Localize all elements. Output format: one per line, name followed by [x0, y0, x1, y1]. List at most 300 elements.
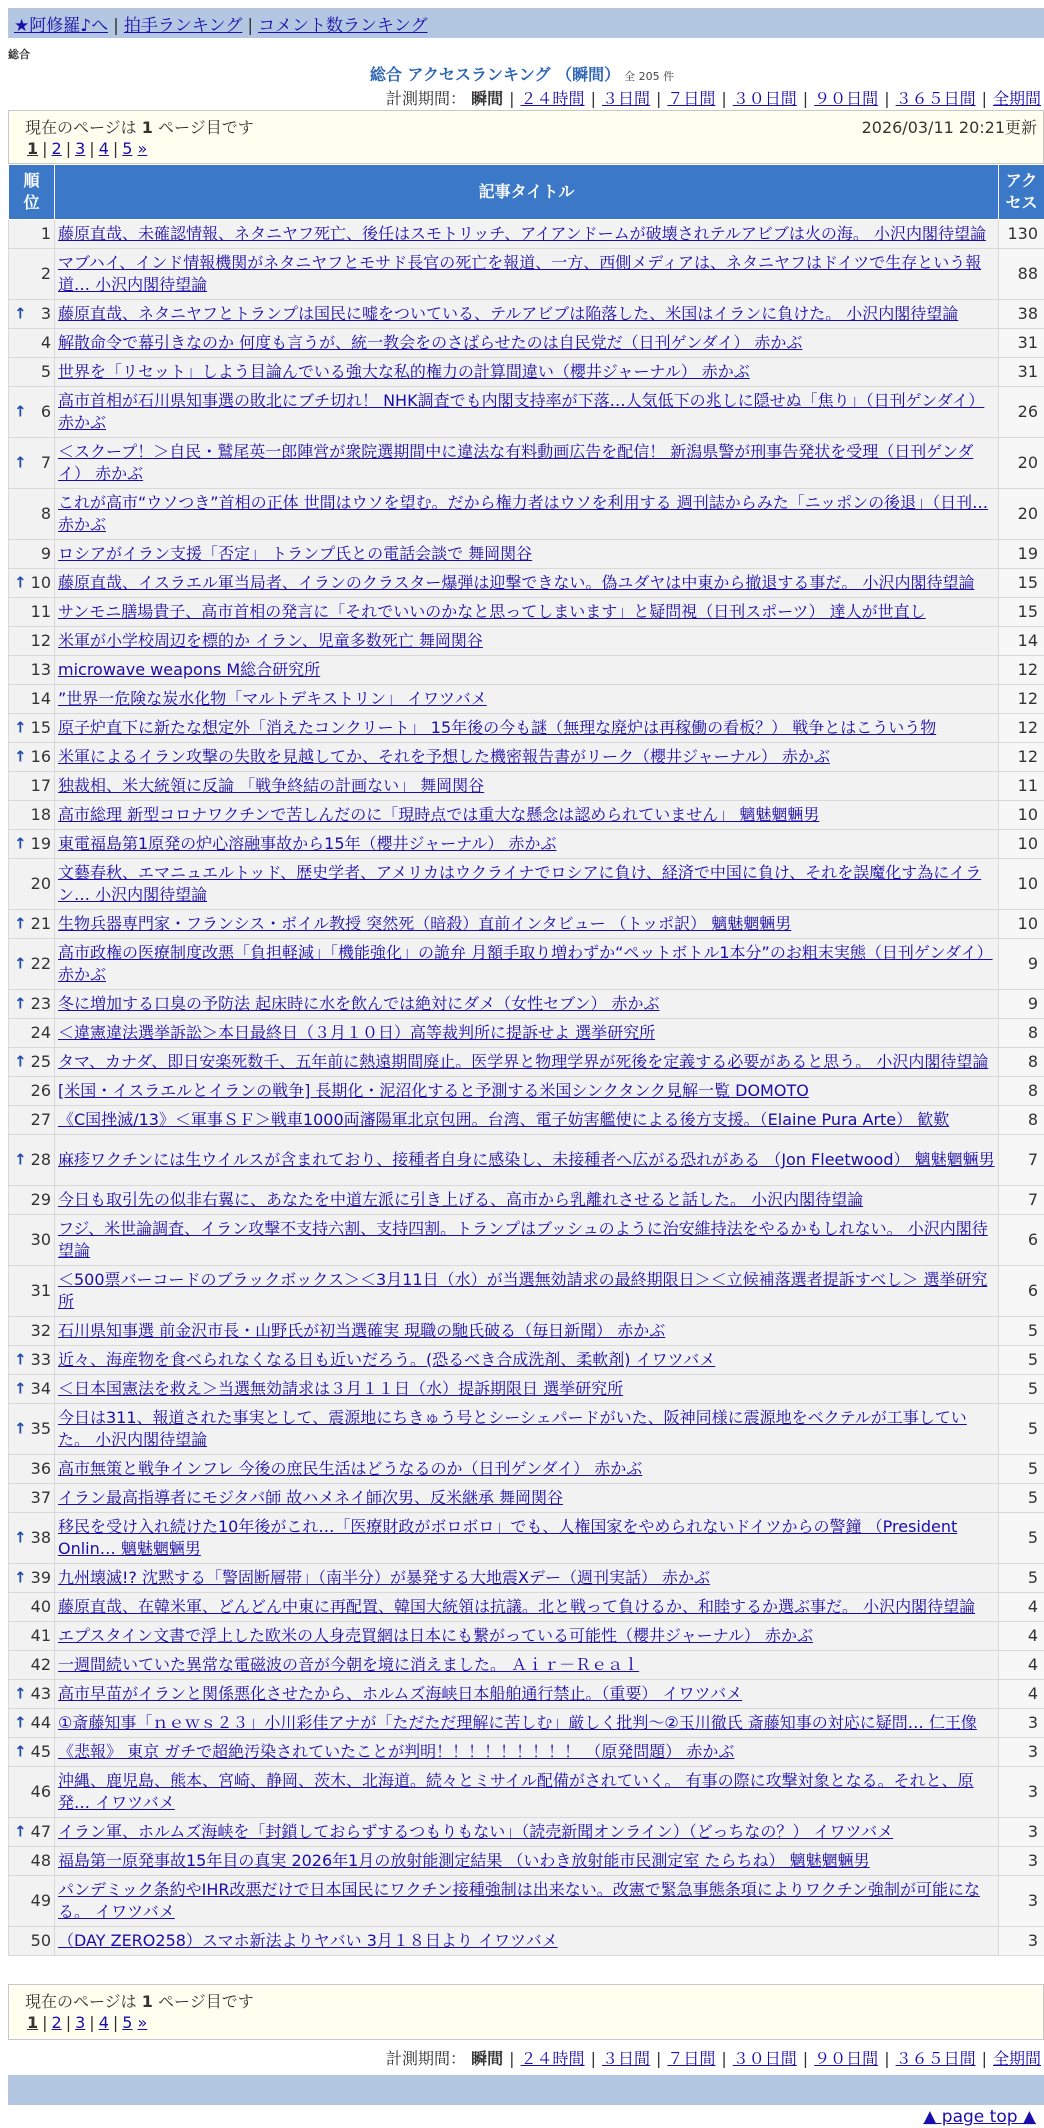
page-title-row	[0, 62, 1044, 85]
table-row	[9, 1455, 1044, 1484]
rank-number: 9	[40, 544, 51, 563]
pager-link-5[interactable]: 5	[122, 139, 133, 158]
rank-cell	[9, 1513, 55, 1564]
header-access: アクセス	[999, 165, 1044, 220]
rank-number: 47	[30, 1822, 51, 1841]
up-arrow-icon: ↑	[14, 1568, 27, 1587]
pager-link-2[interactable]: 2	[51, 2013, 62, 2032]
table-row	[9, 939, 1044, 990]
table-row	[9, 743, 1044, 772]
article-title-link[interactable]: 生物兵器専門家・フランシス・ボイル教授 突然死（暗殺）直前インタビュー （トッポ訳） 魑魅魍魎男	[58, 914, 792, 933]
table-row	[9, 358, 1044, 387]
rank-cell	[9, 1847, 55, 1876]
rank-cell	[9, 1455, 55, 1484]
up-arrow-icon: ↑	[14, 1713, 27, 1732]
table-row	[9, 387, 1044, 438]
article-title-link[interactable]: 藤原直哉、未確認情報、ネタニヤフ死亡、後任はスモトリッチ、アイアンドームが破壊されテルアビブは火の海。 小沢内閣待望論	[58, 224, 986, 243]
table-row	[9, 1484, 1044, 1513]
pager-link-3[interactable]: 3	[75, 2013, 86, 2032]
rank-cell	[9, 1767, 55, 1818]
article-title-link[interactable]: 近々、海産物を食べられなくなる日も近いだろう。(恐るべき合成洗剤、柔軟剤) イワツバメ	[58, 1350, 716, 1369]
title-cell	[55, 387, 999, 438]
table-row	[9, 1818, 1044, 1847]
article-title-link[interactable]: 米軍によるイラン攻撃の失敗を見越してか、それを予想した機密報告書がリーク（櫻井ジャーナル） 赤かぶ	[58, 747, 830, 766]
rank-number: 8	[40, 504, 51, 523]
article-title-link[interactable]: [米国・イスラエルとイランの戦争] 長期化・泥沼化すると予測する米国シンクタンク見解一覧 DOMOTO	[58, 1081, 809, 1100]
rank-number: 39	[30, 1568, 51, 1587]
up-arrow-icon: ↑	[14, 1684, 27, 1703]
table-row	[9, 1135, 1044, 1186]
access-count: 7	[999, 1135, 1044, 1186]
table-row	[9, 990, 1044, 1019]
access-count: 4	[999, 1593, 1044, 1622]
table-row	[9, 627, 1044, 656]
rank-number: 41	[30, 1626, 51, 1645]
period-link-24h[interactable]: ２４時間	[520, 2049, 585, 2068]
rank-cell	[9, 438, 55, 489]
item-count: 全 205 件	[624, 70, 675, 83]
rank-number: 18	[30, 805, 51, 824]
article-title-link[interactable]: 文藝春秋、エマニュエルトッド、歴史学者、アメリカはウクライナでロシアに負け、経済で中国に負け、それを誤魔化す為にイラン… 小沢内閣待望論	[58, 863, 982, 904]
rank-cell	[9, 1317, 55, 1346]
access-count: 15	[999, 569, 1044, 598]
table-row	[9, 1622, 1044, 1651]
article-title-link[interactable]: 藤原直哉、ネタニヤフとトランプは国民に嘘をついている、テルアビブは陥落した、米国はイランに負けた。 小沢内閣待望論	[58, 304, 959, 323]
access-count: 38	[999, 300, 1044, 329]
access-count: 8	[999, 1048, 1044, 1077]
title-cell	[55, 569, 999, 598]
access-count: 4	[999, 1651, 1044, 1680]
rank-cell	[9, 1186, 55, 1215]
title-cell	[55, 990, 999, 1019]
pager-current: 1	[27, 2013, 39, 2032]
period-link-7d[interactable]: ７日間	[667, 2049, 716, 2068]
pager-link-5[interactable]: 5	[122, 2013, 133, 2032]
period-link-7d[interactable]: ７日間	[667, 89, 716, 108]
pagination-bottom: 1 | 2 | 3 | 4 | 5 »	[27, 2013, 148, 2032]
table-row	[9, 1215, 1044, 1266]
table-row	[9, 1266, 1044, 1317]
rank-number: 50	[30, 1931, 51, 1950]
table-row	[9, 1019, 1044, 1048]
rank-number: 6	[40, 402, 51, 421]
title-cell	[55, 1484, 999, 1513]
access-count: 14	[999, 627, 1044, 656]
article-title-link[interactable]: イラン軍、ホルムズ海峡を「封鎖しておらずするつもりもない」（読売新聞オンライン）（どっちなの？） イワツバメ	[58, 1822, 894, 1841]
title-cell	[55, 801, 999, 830]
article-title-link[interactable]: パンデミック条約やIHR改悪だけで日本国民にワクチン接種強制は出来ない。改憲で緊急事態条項によりワクチン強制が可能になる。 イワツバメ	[58, 1880, 980, 1921]
period-link-30d[interactable]: ３０日間	[732, 2049, 797, 2068]
rank-cell	[9, 1135, 55, 1186]
rank-number: 22	[30, 954, 51, 973]
article-title-link[interactable]: ”世界一危険な炭水化物「マルトデキストリン」 イワツバメ	[58, 689, 487, 708]
article-title-link[interactable]: マブハイ、インド情報機関がネタニヤフとモサド長官の死亡を報道、一方、西側メディアは、ネタニヤフはドイツで生存という報道… 小沢内閣待望論	[58, 253, 982, 294]
table-row	[9, 489, 1044, 540]
rank-number: 27	[30, 1110, 51, 1129]
title-cell	[55, 1375, 999, 1404]
up-arrow-icon: ↑	[14, 402, 27, 421]
access-count: 6	[999, 1266, 1044, 1317]
access-count: 3	[999, 1738, 1044, 1767]
access-count: 12	[999, 656, 1044, 685]
access-count: 8	[999, 1077, 1044, 1106]
rank-number: 29	[30, 1190, 51, 1209]
access-count: 26	[999, 387, 1044, 438]
period-link-365d[interactable]: ３６５日間	[895, 89, 976, 108]
rank-number: 37	[30, 1488, 51, 1507]
rank-cell	[9, 489, 55, 540]
article-title-link[interactable]: 《悲報》 東京 ガチで超絶汚染されていたことが判明！！！！！！！！！ （原発問題） 赤かぶ	[58, 1742, 735, 1761]
article-title-link[interactable]: 藤原直哉、イスラエル軍当局者、イランのクラスター爆弾は迎撃できない。偽ユダヤは中東から撤退する事だ。 小沢内閣待望論	[58, 573, 975, 592]
header-title: 記事タイトル	[55, 165, 999, 220]
article-title-link[interactable]: microwave weapons M総合研究所	[58, 660, 321, 679]
access-count: 10	[999, 910, 1044, 939]
period-link-30d[interactable]: ３０日間	[732, 89, 797, 108]
pager-next[interactable]: »	[137, 2013, 148, 2032]
title-cell	[55, 772, 999, 801]
period-label: 計測期間：	[386, 2049, 467, 2068]
title-cell	[55, 1019, 999, 1048]
rank-cell	[9, 220, 55, 249]
title-cell	[55, 598, 999, 627]
period-link-all[interactable]: 全期間	[992, 89, 1041, 108]
rank-number: 25	[30, 1052, 51, 1071]
period-selector-top: 計測期間： 瞬間 | ２４時間 | ３日間 | ７日間 | ３０日間 | ９０日間 | ３６５日間 | 全期間	[386, 89, 1041, 108]
table-row	[9, 1767, 1044, 1818]
title-cell	[55, 438, 999, 489]
period-link-90d[interactable]: ９０日間	[814, 2049, 879, 2068]
table-row	[9, 1847, 1044, 1876]
article-title-link[interactable]: 今日は311、報道された事実として、震源地にちきゅう号とシーシェパードがいた、阪神同様に震源地をベクテルが工事していた。 小沢内閣待望論	[58, 1408, 967, 1449]
rank-number: 43	[30, 1684, 51, 1703]
rank-number: 21	[30, 914, 51, 933]
table-row	[9, 1346, 1044, 1375]
page-title: 総合 アクセスランキング （瞬間）	[369, 65, 621, 84]
article-title-link[interactable]: 独裁相、米大統領に反論 「戦争終結の計画ない」 舞岡関谷	[58, 776, 485, 795]
rank-cell	[9, 830, 55, 859]
title-cell	[55, 1404, 999, 1455]
ranking-table	[8, 164, 1044, 1956]
up-arrow-icon: ↑	[14, 994, 27, 1013]
title-cell	[55, 1622, 999, 1651]
table-row	[9, 830, 1044, 859]
table-row	[9, 1186, 1044, 1215]
rank-cell	[9, 329, 55, 358]
title-cell	[55, 1455, 999, 1484]
rank-number: 11	[30, 602, 51, 621]
up-arrow-icon: ↑	[14, 1742, 27, 1761]
rank-cell	[9, 1680, 55, 1709]
access-count: 5	[999, 1317, 1044, 1346]
access-count: 5	[999, 1564, 1044, 1593]
table-row	[9, 540, 1044, 569]
nav-link-comment-ranking[interactable]: コメント数ランキング	[258, 16, 428, 36]
title-cell	[55, 329, 999, 358]
rank-number: 28	[30, 1150, 51, 1169]
article-title-link[interactable]: 高市政権の医療制度改悪「負担軽減」「機能強化」の詭弁 月額手取り増わずか“ペットボトル1本分”のお粗末実態（日刊ゲンダイ） 赤かぶ	[58, 943, 993, 984]
rank-cell	[9, 772, 55, 801]
table-row	[9, 1317, 1044, 1346]
up-arrow-icon: ↑	[14, 914, 27, 933]
article-title-link[interactable]: ＜日本国憲法を救え＞当選無効請求は３月１１日（水）提訴期限日 選挙研究所	[58, 1379, 624, 1398]
article-title-link[interactable]: エプスタイン文書で浮上した欧米の人身売買網は日本にも繋がっている可能性（櫻井ジャーナル） 赤かぶ	[58, 1626, 814, 1645]
page-info-panel-top	[8, 110, 1044, 164]
title-cell	[55, 1135, 999, 1186]
article-title-link[interactable]: 高市早苗がイランと関係悪化させたから、ホルムズ海峡日本船舶通行禁止。（重要） イワツバメ	[58, 1684, 743, 1703]
access-count: 3	[999, 1818, 1044, 1847]
access-count: 20	[999, 489, 1044, 540]
period-link-24h[interactable]: ２４時間	[520, 89, 585, 108]
period-label: 計測期間：	[386, 89, 467, 108]
article-title-link[interactable]: ①斎藤知事「ｎｅｗｓ２３」小川彩佳アナが「ただただ理解に苦しむ」厳しく批判～②玉川徹氏 斎藤知事の対応に疑問… 仁王像	[58, 1713, 977, 1732]
title-cell	[55, 540, 999, 569]
rank-cell	[9, 1019, 55, 1048]
access-count: 9	[999, 990, 1044, 1019]
title-cell	[55, 489, 999, 540]
rank-number: 5	[40, 362, 51, 381]
access-count: 5	[999, 1346, 1044, 1375]
article-title-link[interactable]: 解散命令で幕引きなのか 何度も言うが、統一教会をのさばらせたのは自民党だ（日刊ゲンダイ） 赤かぶ	[58, 333, 803, 352]
up-arrow-icon: ↑	[14, 1419, 27, 1438]
article-title-link[interactable]: 世界を「リセット」しよう目論んでいる強大な私的権力の計算間違い（櫻井ジャーナル） 赤かぶ	[58, 362, 750, 381]
rank-cell	[9, 859, 55, 910]
article-title-link[interactable]: 冬に増加する口臭の予防法 起床時に水を飲んでは絶対にダメ（女性セブン） 赤かぶ	[58, 994, 660, 1013]
rank-number: 32	[30, 1321, 51, 1340]
rank-number: 33	[30, 1350, 51, 1369]
rank-number: 14	[30, 689, 51, 708]
page-top-link[interactable]: ▲ page top ▲	[923, 2107, 1036, 2127]
access-count: 19	[999, 540, 1044, 569]
article-title-link[interactable]: これが高市“ウソつき”首相の正体 世間はウソを望む。だから権力者はウソを利用する 週刊誌からみた「ニッポンの後退」（日刊… 赤かぶ	[58, 493, 989, 534]
article-title-link[interactable]: 移民を受け入れ続けた10年後がこれ…「医療財政がボロボロ」でも、人権国家をやめられないドイツからの警鐘 （President Onlin… 魑魅魍魎男	[58, 1517, 958, 1558]
article-title-link[interactable]: 今日も取引先の似非右翼に、あなたを中道左派に引き上げる、高市から乳離れさせると話した。 小沢内閣待望論	[58, 1190, 864, 1209]
article-title-link[interactable]: 東電福島第1原発の炉心溶融事故から15年（櫻井ジャーナル） 赤かぶ	[58, 834, 557, 853]
access-count: 6	[999, 1215, 1044, 1266]
rank-cell	[9, 1818, 55, 1847]
access-count: 5	[999, 1455, 1044, 1484]
ranking-body	[9, 220, 1044, 1956]
article-title-link[interactable]: 原子炉直下に新たな想定外「消えたコンクリート」 15年後の今も謎（無理な廃炉は再稼働の看板？） 戦争とはこういう物	[58, 718, 937, 737]
article-title-link[interactable]: 福島第一原発事故15年目の真実 2026年1月の放射能測定結果 （いわき放射能市民測定室 たらちね） 魑魅魍魎男	[58, 1851, 870, 1870]
access-count: 12	[999, 743, 1044, 772]
title-cell	[55, 1927, 999, 1956]
period-link-3d[interactable]: ３日間	[601, 2049, 650, 2068]
pager-link-2[interactable]: 2	[51, 139, 62, 158]
up-arrow-icon: ↑	[14, 453, 27, 472]
rank-cell	[9, 656, 55, 685]
rank-number: 12	[30, 631, 51, 650]
access-count: 5	[999, 1404, 1044, 1455]
rank-number: 1	[40, 224, 51, 243]
title-cell	[55, 714, 999, 743]
table-row	[9, 598, 1044, 627]
up-arrow-icon: ↑	[14, 1528, 27, 1547]
title-cell	[55, 1346, 999, 1375]
up-arrow-icon: ↑	[14, 1822, 27, 1841]
page-info: 現在のページは 1 ページ目です	[25, 1992, 254, 2011]
access-count: 10	[999, 830, 1044, 859]
title-cell	[55, 685, 999, 714]
pager-next[interactable]: »	[137, 139, 148, 158]
access-count: 31	[999, 358, 1044, 387]
nav-link-home[interactable]: ★阿修羅♪へ	[14, 16, 109, 36]
rank-cell	[9, 300, 55, 329]
title-cell	[55, 1593, 999, 1622]
pager-link-3[interactable]: 3	[75, 139, 86, 158]
access-count: 31	[999, 329, 1044, 358]
access-count: 3	[999, 1709, 1044, 1738]
article-title-link[interactable]: 米軍が小学校周辺を標的か イラン、児童多数死亡 舞岡関谷	[58, 631, 483, 650]
article-title-link[interactable]: フジ、米世論調査、イラン攻撃不支持六割、支持四割。トランプはブッシュのように治安維持法をやるかもしれない。 小沢内閣待望論	[58, 1219, 988, 1260]
page-info-panel-bottom	[8, 1984, 1044, 2040]
table-row	[9, 1513, 1044, 1564]
title-cell	[55, 1077, 999, 1106]
table-row	[9, 249, 1044, 300]
article-title-link[interactable]: サンモニ膳場貴子、高市首相の発言に「それでいいのかなと思ってしまいます」と疑問視（日刊スポーツ） 達人が世直し	[58, 602, 926, 621]
table-row	[9, 1738, 1044, 1767]
rank-cell	[9, 743, 55, 772]
title-cell	[55, 627, 999, 656]
access-count: 12	[999, 685, 1044, 714]
table-row	[9, 569, 1044, 598]
rank-number: 49	[30, 1891, 51, 1910]
table-row	[9, 714, 1044, 743]
rank-cell	[9, 1106, 55, 1135]
title-cell	[55, 830, 999, 859]
up-arrow-icon: ↑	[14, 834, 27, 853]
rank-cell	[9, 1622, 55, 1651]
article-title-link[interactable]: イラン最高指導者にモジタバ師 故ハメネイ師次男、反米継承 舞岡関谷	[58, 1488, 564, 1507]
rank-cell	[9, 540, 55, 569]
rank-cell	[9, 1651, 55, 1680]
pager-current: 1	[27, 139, 39, 158]
top-nav-bar	[8, 8, 1044, 38]
rank-number: 45	[30, 1742, 51, 1761]
rank-number: 26	[30, 1081, 51, 1100]
table-row	[9, 1106, 1044, 1135]
up-arrow-icon: ↑	[14, 1150, 27, 1169]
article-title-link[interactable]: 麻疹ワクチンには生ウイルスが含まれており、接種者自身に感染し、未接種者へ広がる恐れがある （Jon Fleetwood） 魑魅魍魎男	[58, 1150, 995, 1169]
rank-cell	[9, 1404, 55, 1455]
article-title-link[interactable]: ＜スクープ！＞自民・鷲尾英一郎陣営が衆院選期間中に違法な有料動画広告を配信！ 新潟県警が刑事告発状を受理（日刊ゲンダイ） 赤かぶ	[58, 442, 974, 483]
article-title-link[interactable]: 九州壊滅!? 沈黙する「警固断層帯」（南半分）が暴発する大地震Xデー（週刊実話） 赤かぶ	[58, 1568, 711, 1587]
rank-cell	[9, 1077, 55, 1106]
article-title-link[interactable]: 藤原直哉、在韓米軍、どんどん中東に再配置、韓国大統領は抗議。北と戦って負けるか、和睦するか選ぶ事だ。 小沢内閣待望論	[58, 1597, 976, 1616]
table-row	[9, 801, 1044, 830]
page-info: 現在のページは 1 ページ目です	[25, 118, 254, 137]
rank-number: 17	[30, 776, 51, 795]
rank-cell	[9, 1346, 55, 1375]
access-count: 4	[999, 1622, 1044, 1651]
rank-cell	[9, 714, 55, 743]
article-title-link[interactable]: 《C国挫滅/13》＜軍事ＳＦ＞戦車1000両瀋陽軍北京包囲。台湾、電子妨害艦使による後方支援。（Elaine Pura Arte） 歓歎	[58, 1110, 950, 1129]
rank-cell	[9, 1215, 55, 1266]
table-row	[9, 1651, 1044, 1680]
rank-cell	[9, 1593, 55, 1622]
rank-number: 24	[30, 1023, 51, 1042]
rank-cell	[9, 1709, 55, 1738]
title-cell	[55, 1048, 999, 1077]
rank-number: 7	[40, 453, 51, 472]
rank-number: 16	[30, 747, 51, 766]
article-title-link[interactable]: 一週間続いていた異常な電磁波の音が今朝を境に消えました。 Ａｉｒ－Ｒｅａｌ	[58, 1655, 640, 1674]
access-count: 20	[999, 438, 1044, 489]
title-cell	[55, 1709, 999, 1738]
section-tag: 総合	[8, 48, 30, 61]
title-cell	[55, 1186, 999, 1215]
rank-number: 4	[40, 333, 51, 352]
article-title-link[interactable]: 石川県知事選 前金沢市長・山野氏が初当選確実 現職の馳氏破る（毎日新聞） 赤かぶ	[58, 1321, 666, 1340]
rank-cell	[9, 598, 55, 627]
period-current: 瞬間	[471, 2049, 504, 2068]
article-title-link[interactable]: （DAY ZERO258）スマホ新法よりヤバい 3月１８日より イワツバメ	[58, 1931, 558, 1950]
access-count: 10	[999, 801, 1044, 830]
rank-cell	[9, 387, 55, 438]
table-row	[9, 656, 1044, 685]
article-title-link[interactable]: ロシアがイラン支援「否定」 トランプ氏との電話会談で 舞岡関谷	[58, 544, 533, 563]
access-count: 5	[999, 1375, 1044, 1404]
table-row	[9, 1593, 1044, 1622]
rank-cell	[9, 569, 55, 598]
period-current: 瞬間	[471, 89, 504, 108]
rank-cell	[9, 1927, 55, 1956]
period-link-365d[interactable]: ３６５日間	[895, 2049, 976, 2068]
article-title-link[interactable]: 高市首相が石川県知事選の敗北にブチ切れ！ NHK調査でも内閣支持率が下落…人気低下の兆しに隠せぬ「焦り」（日刊ゲンダイ） 赤かぶ	[58, 391, 985, 432]
period-selector-bottom: 計測期間： 瞬間 | ２４時間 | ３日間 | ７日間 | ３０日間 | ９０日間 | ３６５日間 | 全期間	[386, 2049, 1041, 2068]
rank-number: 30	[30, 1230, 51, 1249]
rank-cell	[9, 990, 55, 1019]
period-link-all[interactable]: 全期間	[992, 2049, 1041, 2068]
article-title-link[interactable]: ＜違憲違法選挙訴訟＞本日最終日（３月１０日）高等裁判所に提訴せよ 選挙研究所	[58, 1023, 656, 1042]
article-title-link[interactable]: 高市無策と戦争インフレ 今後の庶民生活はどうなるのか（日刊ゲンダイ） 赤かぶ	[58, 1459, 643, 1478]
rank-cell	[9, 1484, 55, 1513]
pager-link-4[interactable]: 4	[98, 2013, 109, 2032]
nav-link-clap-ranking[interactable]: 拍手ランキング	[123, 16, 243, 36]
rank-number: 46	[30, 1782, 51, 1801]
title-cell	[55, 743, 999, 772]
rank-number: 40	[30, 1597, 51, 1616]
table-row	[9, 1927, 1044, 1956]
up-arrow-icon: ↑	[14, 1350, 27, 1369]
title-cell	[55, 1215, 999, 1266]
access-count: 12	[999, 714, 1044, 743]
rank-cell	[9, 1876, 55, 1927]
title-cell	[55, 1680, 999, 1709]
updated-timestamp: 2026/03/11 20:21更新	[861, 118, 1037, 137]
article-title-link[interactable]: ＜500票バーコードのブラックボックス＞＜3月11日（水）が当選無効請求の最終期限日＞＜立候補落選者提訴すべし＞ 選挙研究所	[58, 1270, 988, 1311]
table-row	[9, 910, 1044, 939]
pager-link-4[interactable]: 4	[98, 139, 109, 158]
rank-number: 34	[30, 1379, 51, 1398]
rank-cell	[9, 801, 55, 830]
rank-cell	[9, 685, 55, 714]
title-cell	[55, 910, 999, 939]
article-title-link[interactable]: 高市総理 新型コロナワクチンで苦しんだのに「現時点では重大な懸念は認められていません」 魑魅魍魎男	[58, 805, 820, 824]
access-count: 4	[999, 1680, 1044, 1709]
period-link-3d[interactable]: ３日間	[601, 89, 650, 108]
table-row	[9, 1404, 1044, 1455]
article-title-link[interactable]: 沖縄、鹿児島、熊本、宮崎、静岡、茨木、北海道。続々とミサイル配備がされていく。 有事の際に攻撃対象となる。それと、原発… イワツバメ	[58, 1771, 974, 1812]
rank-cell	[9, 939, 55, 990]
table-row	[9, 329, 1044, 358]
rank-number: 31	[30, 1281, 51, 1300]
title-cell	[55, 859, 999, 910]
period-link-90d[interactable]: ９０日間	[814, 89, 879, 108]
article-title-link[interactable]: タマ、カナダ、即日安楽死数千、五年前に熱遠期間廃止。医学界と物理学界が死後を定義する必要があると思う。 小沢内閣待望論	[58, 1052, 989, 1071]
table-row	[9, 1876, 1044, 1927]
title-cell	[55, 1767, 999, 1818]
rank-number: 20	[30, 874, 51, 893]
